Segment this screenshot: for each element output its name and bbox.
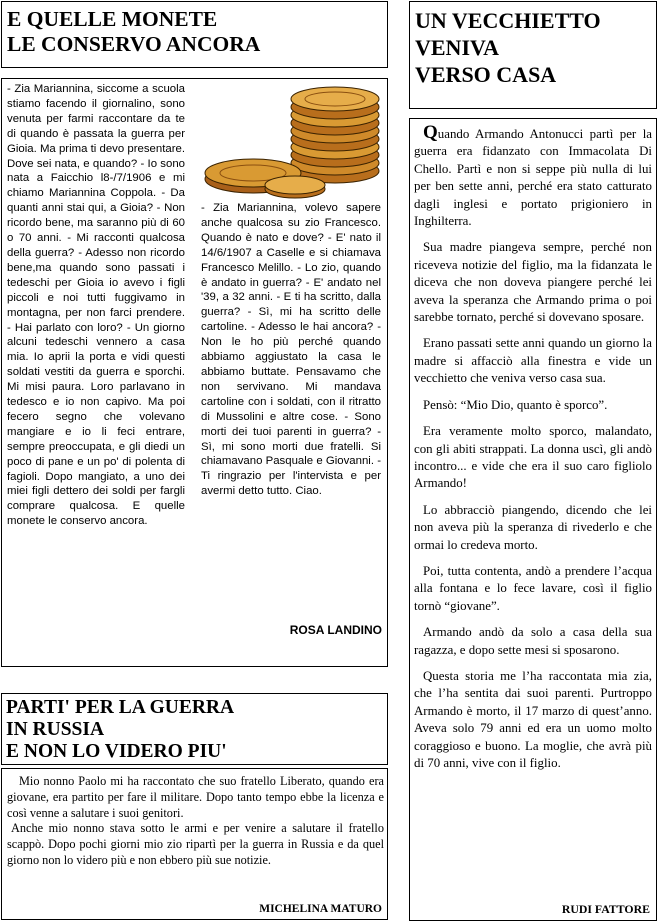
article3-body-box <box>409 118 657 921</box>
article3-paragraph: Poi, tutta contenta, andò a prendere l’acqua alla fontana e lo fece lavare, così il figlio tornò “giovane”. <box>414 563 652 613</box>
article2-paragraph: Anche mio nonno stava sotto le armi e per venire a salutare il fratello scappò. Dopo pochi giorni mio zio ripartì per la guerra in Russia e da quel giorno non lo videro più e non ebbero più sue notizie. <box>7 821 384 867</box>
article3-paragraph: Erano passati sette anni quando un giorno la madre si affacciò alla finestra e vide un vecchietto che veniva verso casa sua. <box>414 336 652 386</box>
article2-body-box <box>1 768 388 920</box>
article3-paragraph: Era veramente molto sporco, malandato, con gli abiti strappati. La donna uscì, gli andò incontro... e vide che era il suo caro figliolo Armando! <box>414 424 652 491</box>
article3-paragraph: Armando andò da solo a casa della sua ragazza, e dopo sette mesi si sposarono. <box>414 625 652 657</box>
article2-title-line-2: IN RUSSIA <box>6 719 105 741</box>
article1-title-line-2: LE CONSERVO ANCORA <box>7 32 261 57</box>
article1-signature: ROSA LANDINO <box>289 623 382 637</box>
article1-title-box <box>1 1 388 68</box>
article3-paragraph: Quando Armando Antonucci partì per la guerra era fidanzato con Immacolata Di Chello. Partì e non si seppe più nulla di lui per ben sette anni, perché era stato catturato dagli inglesi e portato prigioniero in Inghilterra. <box>414 122 652 229</box>
coins-stack-illustration <box>195 81 388 205</box>
article2-signature: MICHELINA MATURO <box>259 903 382 915</box>
drop-cap: Q <box>423 122 438 143</box>
article3-title-line-2: VENIVA <box>415 34 499 60</box>
article3-paragraph: Sua madre piangeva sempre, perché non riceveva notizie del figlio, ma la fidanzata le diceva che non doveva piangere perché lei aveva la speranza che Armando prima o poi sarebbe tornato, perché si dovevano sposare. <box>414 240 652 325</box>
article3-signature: RUDI FATTORE <box>561 902 650 916</box>
article3-paragraph: Pensò: “Mio Dio, quanto è sporco”. <box>423 397 608 412</box>
article2-text <box>7 774 384 869</box>
article3-title-line-1: UN VECCHIETTO <box>415 8 601 33</box>
article1-column-2: - Zia Mariannina, volevo sapere anche qualcosa su zio Francesco. Quando è nato e dove? - E' nato il 14/6/1907 a Caselle e si chiamava Francesco Melillo. - Lo zio, quando è andato in guerra? - E' andato nel '39, a 32 anni. - E ti ha scritto, dalla guerra? - Sì, mi ha scritto delle cartoline. - Adesso le hai ancora? - Non le ho più perché quando abbiamo aggiustato la casa le abbiamo buttate. Pensavamo che non servivano. Mi mandava cartoline con i soldati, con il ritratto di Mussolini e altre cose. - Sono morti dei tuoi parenti in guerra? - Sì, mi sono morti due fratelli. Si chiamavano Pasquale e Giovanni. - Ti ringrazio per l'intervista e per avermi detto tutto. Ciao. <box>201 202 381 498</box>
article3-paragraph: Questa storia me l’ha raccontata mia zia, che l’ha sentita dai suoi parenti. Purtroppo Armando è morto, il 17 marzo di quest’anno. Aveva solo 79 anni ed era un uomo molto coraggioso e buono. La moglie, che avrà più di 70 anni, vive con il figlio. <box>414 668 652 770</box>
article1-body-box <box>1 78 388 667</box>
article1-title-line-1: E QUELLE MONETE <box>7 7 218 31</box>
article2-title-line-3: E NON LO VIDERO PIU' <box>6 741 227 763</box>
article3-text <box>414 124 652 772</box>
article2-paragraph: Mio nonno Paolo mi ha raccontato che suo fratello Liberato, quando era giovane, era partito per fare il militare. Dopo tanto tempo ebbe la licenza e così venne a salutare i suoi genitori. <box>7 774 384 820</box>
article3-title-line-3: VERSO CASA <box>415 61 557 87</box>
article3-title-box <box>409 1 657 109</box>
article2-title-line-1: PARTI' PER LA GUERRA <box>6 697 235 718</box>
article3-paragraph: Lo abbracciò piangendo, dicendo che lei non aveva più la speranza di rivederlo e che ormai lo credeva morto. <box>414 502 652 552</box>
article1-column-1: - Zia Mariannina, siccome a scuola stiamo facendo il giornalino, sono venuta per farmi raccontare da te di quando è passata la guerra per Gioia. Ma prima ti devo presentare. Dove sei nata, e quando? - Io sono nata a Faicchio l8-/7/1906 e mi chiamo Mariannina Coppola. - Da quanti anni stai qui, a Gioia? - Non ricordo bene, ma saranno più di 60 o 70 anni. - Mi racconti qualcosa della guerra? - Adesso non ricordo bene,ma quando sono passati i tedeschi per Gioia io avevo i figli piccoli e noi tutti fuggivamo in montagna, per non farci prendere. - Hai parlato con loro? - Un giorno alcuni tedeschi vennero a casa mia. Io aprii la porta e vidi questi soldati vestiti da guerra e sporchi. Mi misi paura. Loro parlavano in tedesco e io non capivo. Ma poi fecero segno che volevano mangiare e io li feci entrare, sempre preoccupata, e gli diedi un poco di pane e un po' di polenta di fagioli. Dopo mangiato, a uno dei miei figli dettero dei soldi per fargli comprare qualcosa. E quelle monete le conservo ancora. <box>7 83 185 528</box>
article2-title-box <box>1 693 388 765</box>
